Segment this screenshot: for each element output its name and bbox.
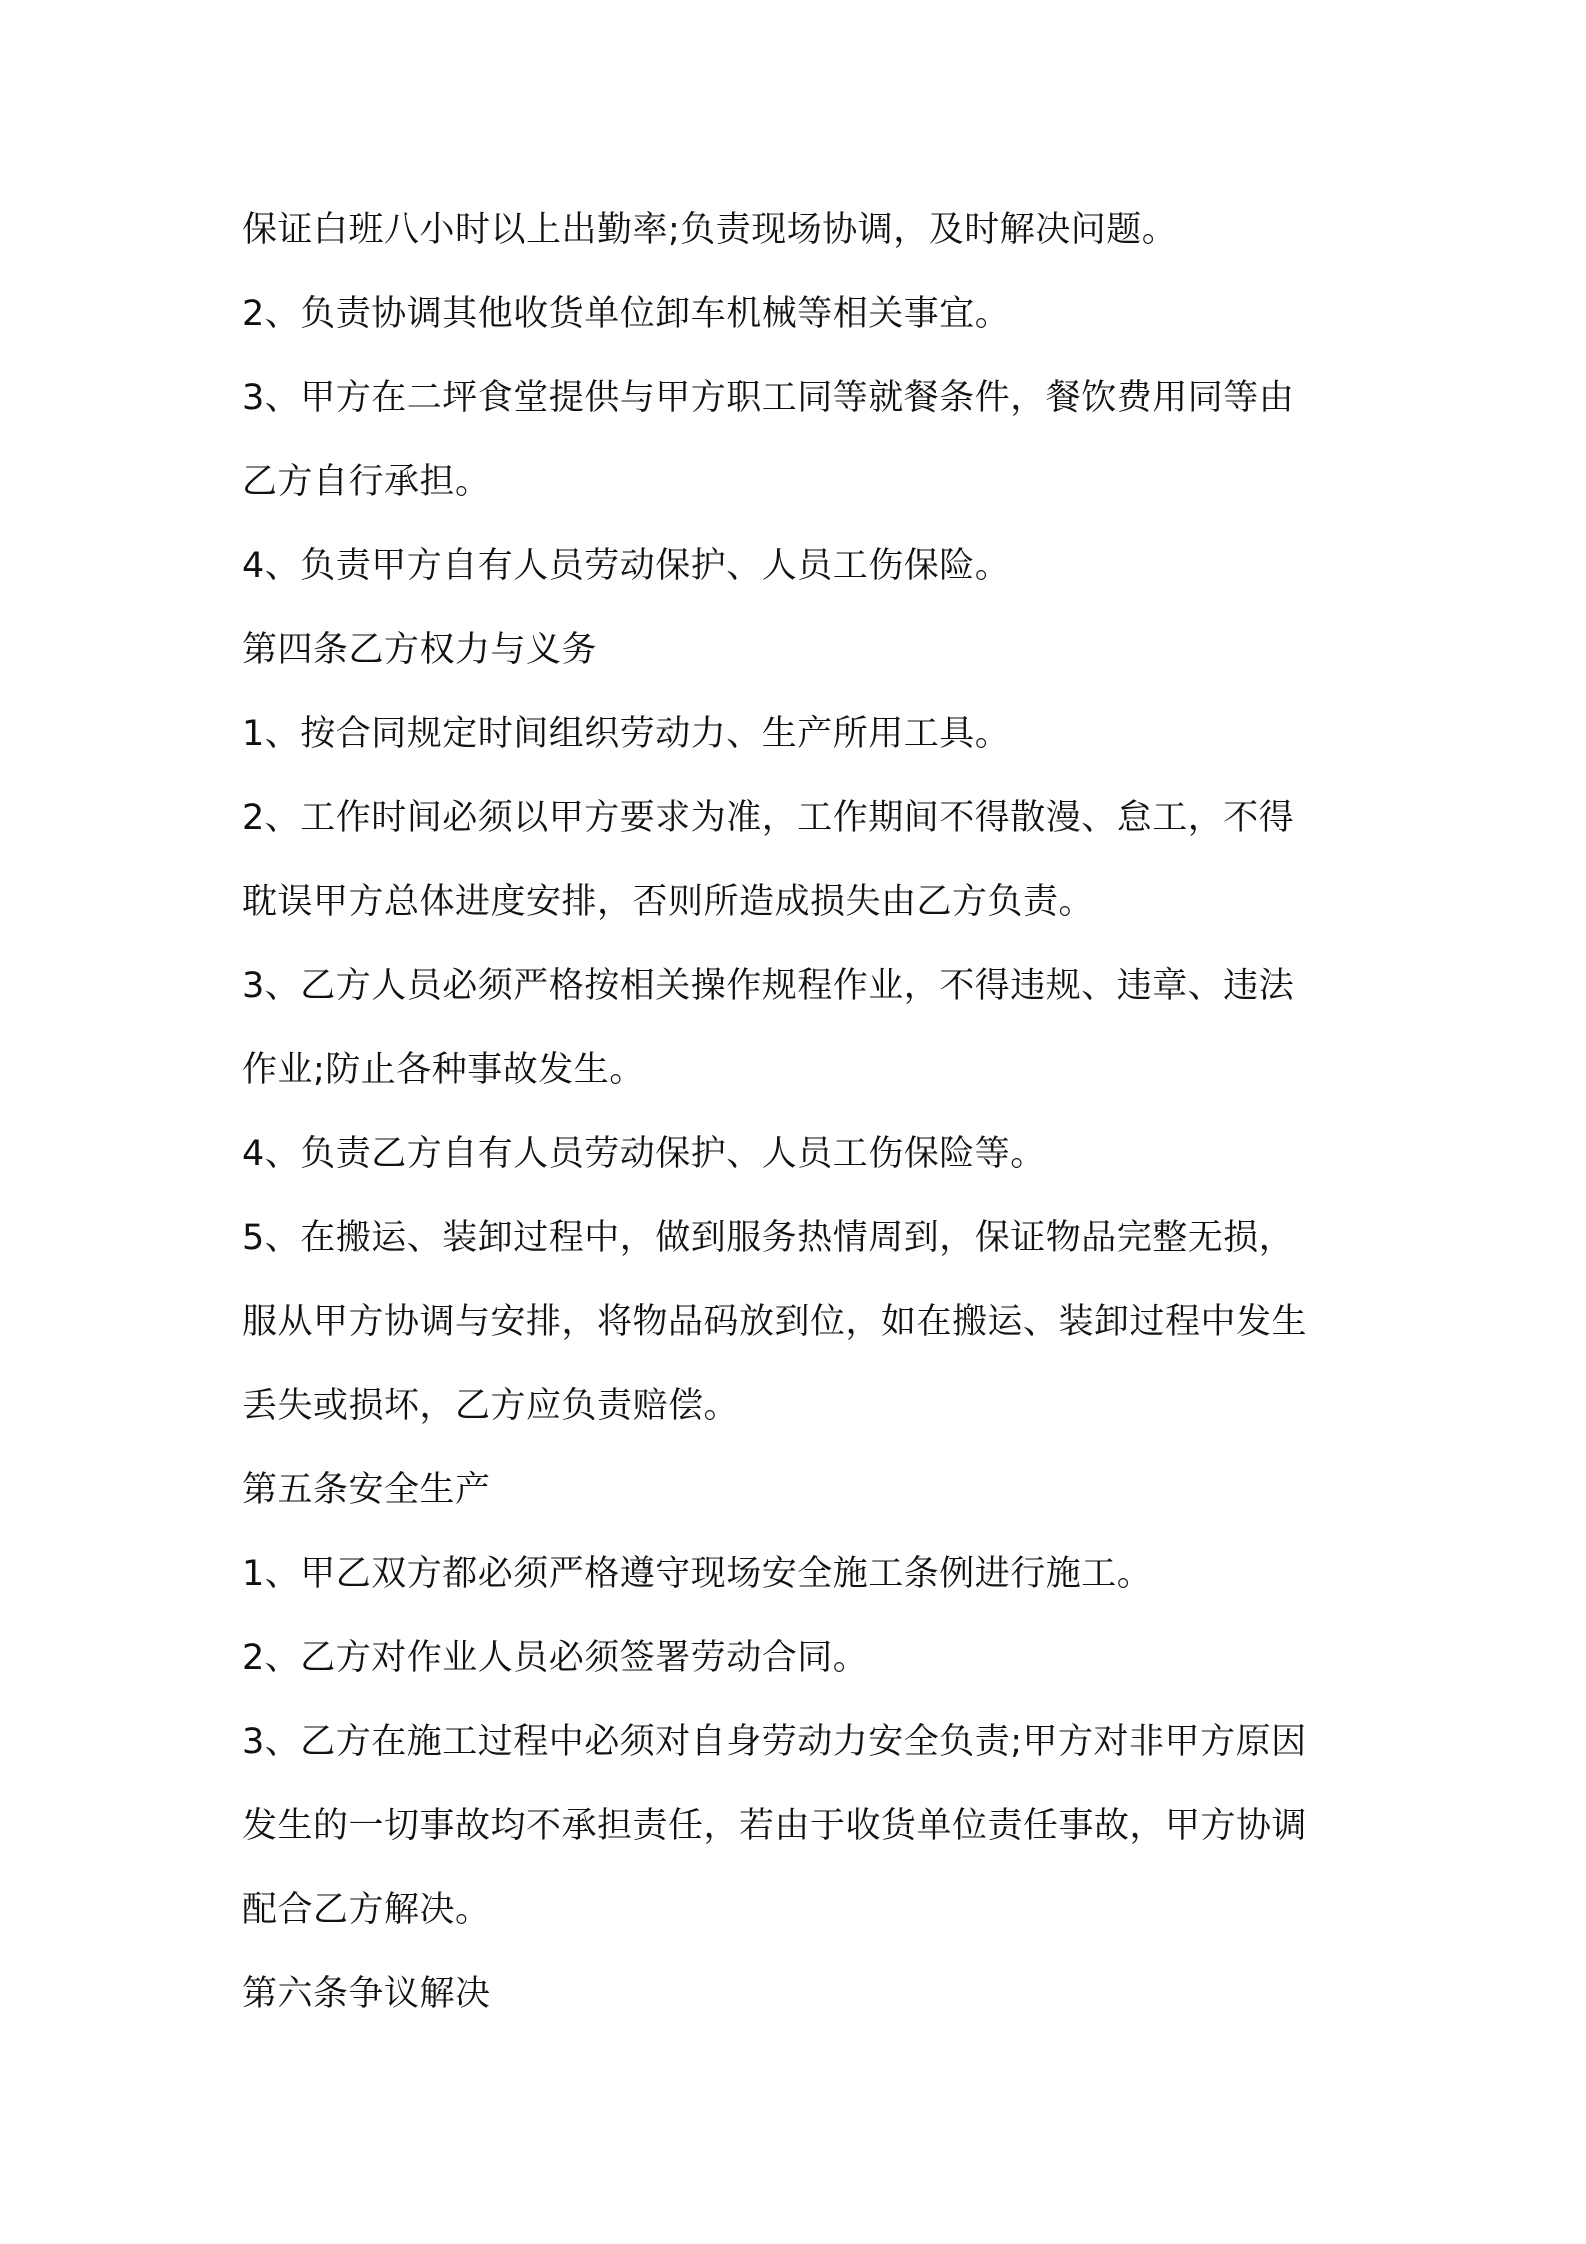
list-item: 2、乙方对作业人员必须签署劳动合同。 [242, 1638, 869, 1678]
text-line: 乙方自行承担。 [242, 462, 491, 502]
list-item: 2、负责协调其他收货单位卸车机械等相关事宜。 [242, 294, 1011, 334]
list-item: 2、工作时间必须以甲方要求为准，工作期间不得散漫、怠工，不得 [242, 798, 1295, 838]
text-line: 作业;防止各种事故发生。 [242, 1050, 645, 1090]
text-line: 丢失或损坏，乙方应负责赔偿。 [242, 1386, 740, 1426]
text-line: 耽误甲方总体进度安排，否则所造成损失由乙方负责。 [242, 882, 1095, 922]
list-item: 4、负责乙方自有人员劳动保护、人员工伤保险等。 [242, 1134, 1046, 1174]
list-item: 3、乙方在施工过程中必须对自身劳动力安全负责;甲方对非甲方原因 [242, 1722, 1307, 1762]
list-item: 3、甲方在二坪食堂提供与甲方职工同等就餐条件，餐饮费用同等由 [242, 378, 1295, 418]
list-item: 5、在搬运、装卸过程中，做到服务热情周到，保证物品完整无损， [242, 1218, 1295, 1258]
list-item: 1、按合同规定时间组织劳动力、生产所用工具。 [242, 714, 1011, 754]
list-item: 3、乙方人员必须严格按相关操作规程作业，不得违规、违章、违法 [242, 966, 1295, 1006]
section-heading: 第五条安全生产 [242, 1470, 491, 1510]
text-line: 发生的一切事故均不承担责任，若由于收货单位责任事故，甲方协调 [242, 1806, 1308, 1846]
text-line: 保证白班八小时以上出勤率;负责现场协调，及时解决问题。 [242, 210, 1178, 250]
document-body [242, 188, 1362, 2036]
list-item: 4、负责甲方自有人员劳动保护、人员工伤保险。 [242, 546, 1011, 586]
list-item: 1、甲乙双方都必须严格遵守现场安全施工条例进行施工。 [242, 1554, 1153, 1594]
text-line: 服从甲方协调与安排，将物品码放到位，如在搬运、装卸过程中发生 [242, 1302, 1308, 1342]
section-heading: 第四条乙方权力与义务 [242, 630, 598, 670]
section-heading: 第六条争议解决 [242, 1974, 491, 2014]
text-line: 配合乙方解决。 [242, 1890, 491, 1930]
